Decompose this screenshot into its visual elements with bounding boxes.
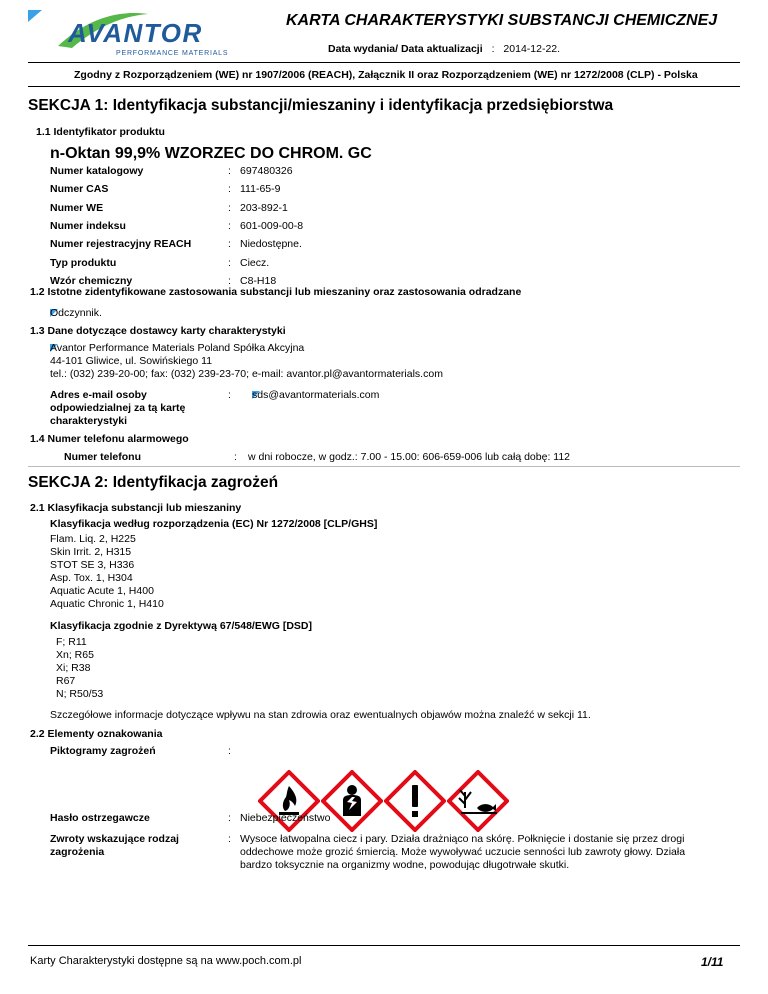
subsection-2-1: 2.1 Klasyfikacja substancji lub mieszaniny xyxy=(30,502,242,514)
footer-text: Karty Charakterystyki dostępne są na www.poch.com.pl xyxy=(30,955,302,967)
colon: : xyxy=(228,220,231,232)
clp-item: Asp. Tox. 1, H304 xyxy=(50,572,133,584)
field-label: Numer WE xyxy=(50,202,104,214)
subsection-2-2: 2.2 Elementy oznakowania xyxy=(30,728,163,740)
field-value: 111-65-9 xyxy=(240,183,281,195)
field-value: C8-H18 xyxy=(240,275,277,287)
email-value[interactable]: sds@avantormaterials.com xyxy=(252,389,380,401)
subsection-1-1: 1.1 Identyfikator produktu xyxy=(36,126,165,138)
footer-divider xyxy=(28,945,740,946)
dsd-item: Xn; R65 xyxy=(56,649,94,661)
field-value: 203-892-1 xyxy=(240,202,288,214)
divider xyxy=(28,466,740,467)
section-1-title: SEKCJA 1: Identyfikacja substancji/mieszaniny i identyfikacja przedsiębiorstwa xyxy=(28,97,614,114)
colon: : xyxy=(228,165,231,177)
clp-item: Flam. Liq. 2, H225 xyxy=(50,533,136,545)
intended-use: Odczynnik. xyxy=(50,307,102,319)
issue-date-value: 2014-12-22. xyxy=(503,43,561,55)
field-label: Numer katalogowy xyxy=(50,165,144,177)
clp-item: STOT SE 3, H336 xyxy=(50,559,135,571)
exclamation-icon xyxy=(384,770,446,832)
dsd-item: R67 xyxy=(56,675,76,687)
email-label xyxy=(50,389,185,428)
issue-date-label: Data wydania/ Data aktualizacji xyxy=(328,43,483,55)
product-name: n-Oktan 99,9% WZORZEC DO CHROM. GC xyxy=(50,145,372,162)
phone-value: w dni robocze, w godz.: 7.00 - 15.00: 606-659-006 lub całą dobę: 112 xyxy=(248,451,571,463)
hazard-label-line: zagrożenia xyxy=(50,846,105,858)
hazard-line: bardzo toksycznie na organizmy wodne, powodując długotrwałe skutki. xyxy=(240,859,570,871)
colon: : xyxy=(234,451,237,463)
field-value: Ciecz. xyxy=(240,257,270,269)
field-value: Niedostępne. xyxy=(240,238,302,250)
hazard-line: oddechowe może grozić śmiercią. Może wywoływać uczucie senności lub zawroty głowy. Działa xyxy=(240,846,686,858)
logo-subtitle: PERFORMANCE MATERIALS xyxy=(116,50,229,57)
hazard-label-line: Zwroty wskazujące rodzaj xyxy=(50,833,179,845)
subsection-1-2: 1.2 Istotne zidentyfikowane zastosowania substancji lub mieszaniny oraz zastosowania odradzane xyxy=(30,286,522,298)
avantor-logo xyxy=(28,8,278,58)
section-2-title: SEKCJA 2: Identyfikacja zagrożeń xyxy=(28,474,279,491)
field-label: Wzór chemiczny xyxy=(50,275,133,287)
pictograms-label: Piktogramy zagrożeń xyxy=(50,745,156,757)
field-label: Numer indeksu xyxy=(50,220,126,232)
dsd-item: N; R50/53 xyxy=(56,688,104,700)
subsection-1-4: 1.4 Numer telefonu alarmowego xyxy=(30,433,189,445)
clp-item: Aquatic Acute 1, H400 xyxy=(50,585,154,597)
colon: : xyxy=(228,257,231,269)
hazard-line: Wysoce łatwopalna ciecz i pary. Działa drażniąco na skórę. Połknięcie i dostanie się przez drogi xyxy=(240,833,685,845)
colon: : xyxy=(228,812,231,824)
dsd-item: F; R11 xyxy=(56,636,87,648)
supplier-name: Avantor Performance Materials Poland Spółka Akcyjna xyxy=(50,342,305,354)
signal-word-value: Niebezpieczeństwo xyxy=(240,812,331,824)
colon: : xyxy=(228,833,231,845)
field-value: 697480326 xyxy=(240,165,293,177)
field-label: Typ produktu xyxy=(50,257,117,269)
clp-list xyxy=(50,533,164,611)
colon: : xyxy=(228,238,231,250)
colon: : xyxy=(228,275,231,287)
field-label: Numer rejestracyjny REACH xyxy=(50,238,192,250)
field-label: Numer CAS xyxy=(50,183,109,195)
header-divider xyxy=(28,62,740,63)
hazard-statements xyxy=(240,833,685,872)
dsd-title: Klasyfikacja zgodnie z Dyrektywą 67/548/EWG [DSD] xyxy=(50,620,313,632)
clp-item: Skin Irrit. 2, H315 xyxy=(50,546,132,558)
colon: : xyxy=(228,202,231,214)
colon: : xyxy=(228,745,231,757)
subsection-1-3: 1.3 Dane dotyczące dostawcy karty charakterystyki xyxy=(30,325,286,337)
issue-date-row: Data wydania/ Data aktualizacji : 2014-12-22. xyxy=(328,43,561,55)
page-number: 1/11 xyxy=(701,955,724,969)
supplier-contact: tel.: (032) 239-20-00; fax: (032) 239-23-70; e-mail: avantor.pl@avantormaterials.com xyxy=(50,368,443,380)
clp-title: Klasyfikacja według rozporządzenia (EC) Nr 1272/2008 [CLP/GHS] xyxy=(50,518,378,530)
colon: : xyxy=(228,389,231,401)
document-title: KARTA CHARAKTERYSTYKI SUBSTANCJI CHEMICZNEJ xyxy=(286,12,718,29)
colon: : xyxy=(228,183,231,195)
signal-word-label: Hasło ostrzegawcze xyxy=(50,812,150,824)
email-label-line: odpowiedzialnej za tą kartę xyxy=(50,402,186,414)
supplier-street: 44-101 Gliwice, ul. Sowińskiego 11 xyxy=(50,355,213,367)
environment-icon xyxy=(447,770,509,832)
logo-wordmark: AVANTOR xyxy=(68,18,203,48)
header-divider-2 xyxy=(28,86,740,87)
field-value: 601-009-00-8 xyxy=(240,220,304,232)
dsd-item: Xi; R38 xyxy=(56,662,91,674)
supplier-address xyxy=(50,342,443,381)
regulation-line: Zgodny z Rozporządzeniem (WE) nr 1907/2006 (REACH), Załącznik II oraz Rozporządzeniem (WE) nr 1272/2008 (CLP) - Polska xyxy=(74,69,698,81)
clp-item: Aquatic Chronic 1, H410 xyxy=(50,598,164,610)
email-label-line: Adres e-mail osoby xyxy=(50,389,147,401)
details-note: Szczegółowe informacje dotyczące wpływu na stan zdrowia oraz ewentualnych objawów można znaleźć w sekcji 11. xyxy=(50,709,591,721)
email-label-line: charakterystyki xyxy=(50,415,128,427)
hazard-statements-label xyxy=(50,833,179,859)
phone-label: Numer telefonu xyxy=(64,451,142,463)
dsd-list xyxy=(56,636,103,701)
